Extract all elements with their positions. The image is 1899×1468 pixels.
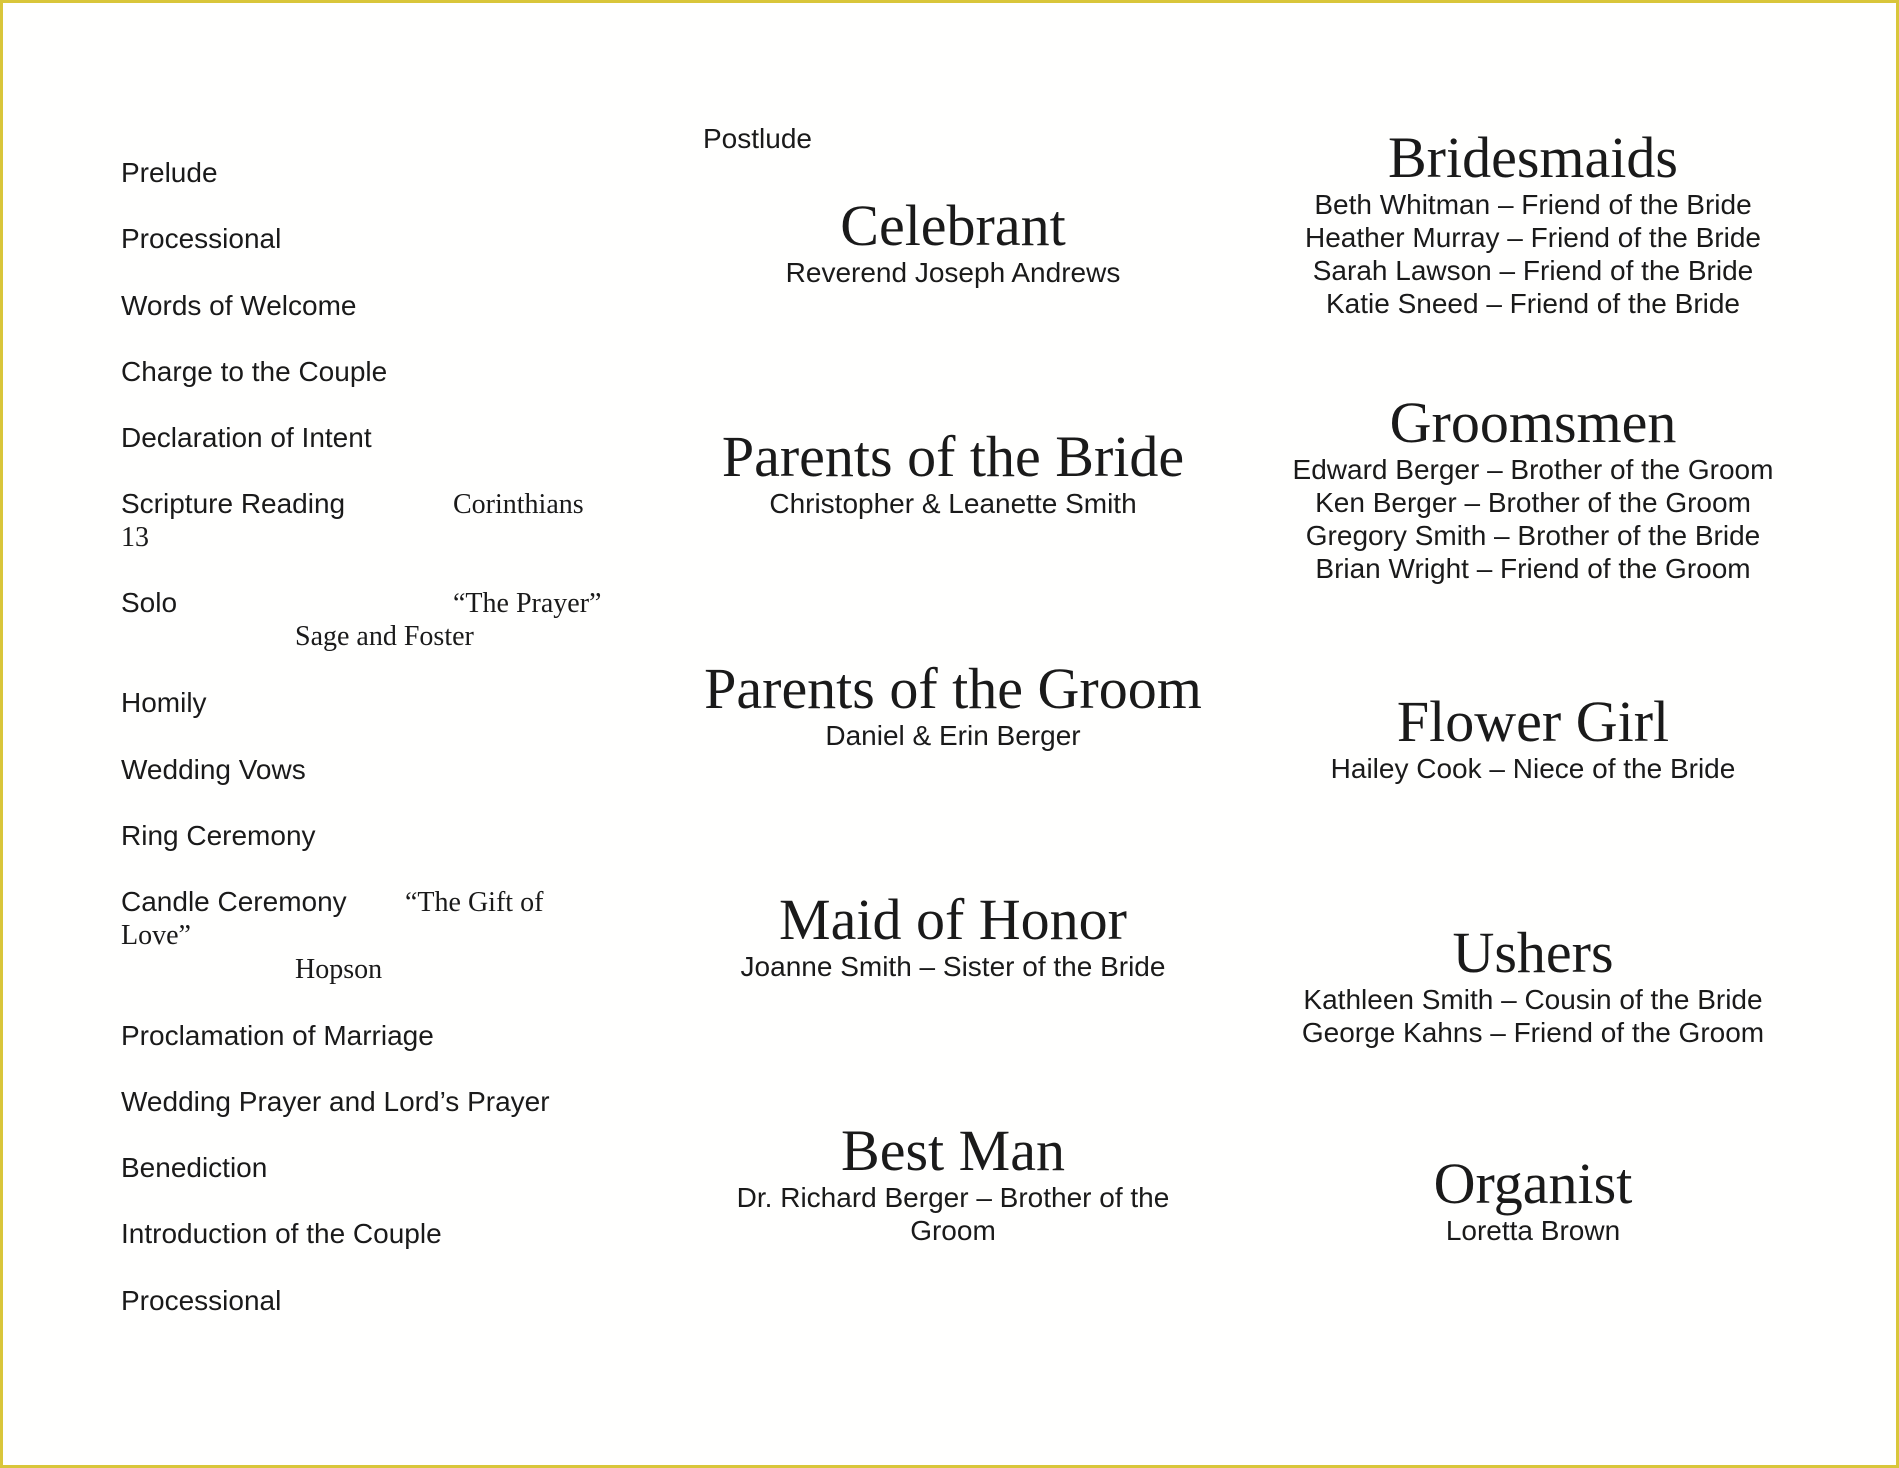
organist-heading: Organist (1433, 1151, 1633, 1216)
proclamation-item: Proclamation of Marriage (121, 1020, 434, 1051)
organist-name: Loretta Brown (1445, 1215, 1621, 1246)
benediction-item: Benediction (121, 1152, 268, 1183)
flower-girl-name: Hailey Cook – Niece of the Bride (1330, 753, 1736, 784)
solo-title: “The Prayer” (453, 588, 602, 619)
maid-of-honor-heading: Maid of Honor (779, 887, 1127, 952)
bridesmaid-entry: Sarah Lawson – Friend of the Bride (1312, 255, 1754, 286)
maid-of-honor-name: Joanne Smith – Sister of the Bride (740, 951, 1166, 982)
wedding-vows-item: Wedding Vows (121, 754, 306, 785)
bridesmaid-entry: Katie Sneed – Friend of the Bride (1325, 288, 1741, 319)
flower-girl-section (1273, 689, 1793, 785)
bridesmaid-entry: Beth Whitman – Friend of the Bride (1314, 189, 1752, 220)
bridesmaid-entry: Heather Murray – Friend of the Bride (1305, 222, 1761, 253)
words-of-welcome-item: Words of Welcome (121, 290, 357, 321)
maid-of-honor-section (693, 887, 1213, 983)
parents-bride-section (693, 424, 1213, 520)
celebrant-section (693, 193, 1213, 289)
candle-composer: Hopson (295, 954, 383, 985)
usher-entry: Kathleen Smith – Cousin of the Bride (1303, 984, 1763, 1015)
groomsman-entry: Brian Wright – Friend of the Groom (1315, 553, 1751, 584)
ushers-heading: Ushers (1452, 920, 1614, 985)
scripture-reference-verse: 13 (121, 522, 149, 553)
best-man-name-continued: Groom (910, 1215, 996, 1246)
introduction-item: Introduction of the Couple (121, 1218, 442, 1249)
parents-bride-heading: Parents of the Bride (721, 424, 1185, 489)
processional-2-item: Processional (121, 1285, 282, 1316)
best-man-heading: Best Man (841, 1118, 1065, 1183)
parents-groom-heading: Parents of the Groom (704, 656, 1202, 721)
candle-title: “The Gift of (405, 887, 544, 918)
groomsman-entry: Gregory Smith – Brother of the Bride (1305, 520, 1761, 551)
parents-groom-names: Daniel & Erin Berger (825, 720, 1081, 751)
groomsmen-section (1273, 390, 1793, 585)
best-man-name: Dr. Richard Berger – Brother of the (736, 1182, 1170, 1213)
organist-section (1273, 1151, 1793, 1247)
wedding-prayer-item: Wedding Prayer and Lord’s Prayer (121, 1086, 550, 1117)
usher-entry: George Kahns – Friend of the Groom (1301, 1017, 1765, 1048)
candle-title-continued: Love” (121, 920, 191, 951)
ring-ceremony-item: Ring Ceremony (121, 820, 316, 851)
ushers-section (1273, 920, 1793, 1049)
candle-ceremony-item: Candle Ceremony (121, 886, 347, 917)
flower-girl-heading: Flower Girl (1396, 689, 1670, 754)
parents-bride-names: Christopher & Leanette Smith (769, 488, 1137, 519)
declaration-of-intent-item: Declaration of Intent (121, 422, 372, 453)
celebrant-name: Reverend Joseph Andrews (785, 257, 1121, 288)
postlude-item: Postlude (703, 123, 812, 154)
scripture-reference: Corinthians (453, 489, 584, 520)
bridesmaids-section (1273, 125, 1793, 320)
bridesmaids-heading: Bridesmaids (1388, 125, 1678, 190)
parents-groom-section (693, 656, 1213, 752)
best-man-section (693, 1118, 1213, 1247)
homily-item: Homily (121, 687, 207, 718)
scripture-reading-item: Scripture Reading (121, 488, 346, 519)
solo-item: Solo (121, 587, 178, 618)
processional-item: Processional (121, 223, 282, 254)
groomsman-entry: Ken Berger – Brother of the Groom (1315, 487, 1751, 518)
prelude-item: Prelude (121, 157, 218, 188)
groomsman-entry: Edward Berger – Brother of the Groom (1292, 454, 1774, 485)
charge-to-couple-item: Charge to the Couple (121, 356, 388, 387)
celebrant-heading: Celebrant (840, 193, 1066, 258)
solo-composer: Sage and Foster (295, 621, 474, 652)
groomsmen-heading: Groomsmen (1389, 390, 1677, 455)
